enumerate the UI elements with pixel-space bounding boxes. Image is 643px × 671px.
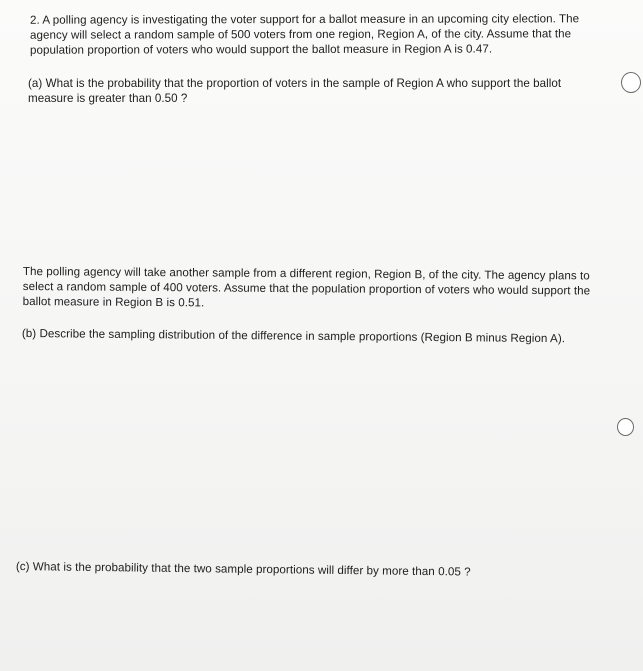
part-b-question [22,326,565,346]
part-a-line: measure is greater than 0.50 ? [28,92,188,105]
part-b-intro-line: select a random sample of 400 voters. Assume that the population proportion of voters who would support the [22,279,591,298]
question-intro-line: population proportion of voters who would support the ballot measure in Region A is 0.47. [30,42,493,57]
answer-marker-circle-b[interactable] [617,418,634,436]
answer-marker-circle-a[interactable] [621,72,641,93]
question-intro-line: 2. A polling agency is investigating the voter support for a ballot measure in an upcoming city election. The [29,12,580,27]
part-c-line: (c) What is the probability that the two sample proportions will differ by more than 0.05 ? [15,559,471,579]
part-c-question [16,559,471,580]
question-intro-line: agency will select a random sample of 500 voters from one region, Region A, of the city. Assume that the [29,27,572,42]
part-b-intro-line: ballot measure in Region B is 0.51. [22,294,205,310]
part-a-question [28,76,561,106]
part-b-line: (b) Describe the sampling distribution of the difference in sample proportions (Region B minus Region A). [21,326,566,346]
part-b-intro-line: The polling agency will take another sample from a different region, Region B, of the city. The agency plans to [22,264,590,283]
part-a-line: (a) What is the probability that the proportion of voters in the sample of Region A who support the ballot [28,77,562,90]
part-b-intro [23,264,591,313]
question-intro [30,11,579,57]
